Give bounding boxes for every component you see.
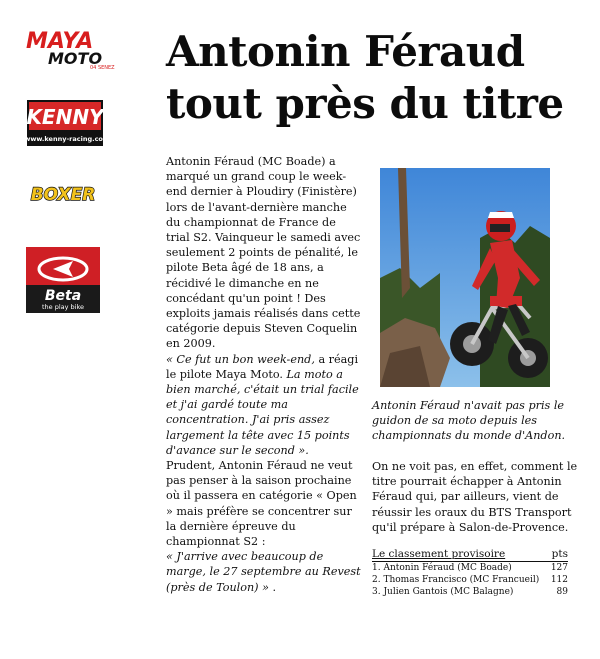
maya-logo-sub: 04 SENEZ: [90, 65, 115, 71]
kenny-logo-url: www.kenny-racing.com: [24, 135, 110, 143]
standings-row-name: 1. Antonin Féraud (MC Boade): [372, 563, 512, 573]
standings-row-pts: 127: [550, 563, 568, 573]
quote-part-1: « Ce fut un bon week-end,: [166, 352, 315, 366]
standings-row: [372, 586, 568, 598]
boxer-logo: [27, 180, 99, 208]
standings-title: Le classement provisoire: [372, 548, 506, 560]
standings-row: [372, 574, 568, 586]
maya-logo-line2: MOTO: [48, 49, 103, 68]
standings-table: [372, 547, 568, 598]
boxer-logo-name: BOXER: [30, 185, 96, 205]
headline-line-2: tout près du titre: [166, 79, 564, 128]
article-paragraph-3: Prudent, Antonin Féraud ne veut pas penser à la saison prochaine où il passera en catégorie « Open » mais préfère se concentrer sur la dernière épreuve du championnat S2 :: [166, 459, 357, 549]
article-quote-paragraph: [166, 352, 362, 458]
final-quote-text: « J'arrive avec beaucoup de marge, le 27 septembre au Revest (près de Toulon) »: [166, 550, 361, 594]
beta-logo-tagline: the play bike: [41, 303, 85, 311]
article-paragraph-1: Antonin Féraud (MC Boade) a marqué un grand coup le week-end dernier à Ploudiry (Finistère) lors de l'avant-dernière manche du championnat de France de trial S2. Vainqueur le samedi avec seulement 2 points de pénalité, le pilote Beta âgé de 18 ans, a récidivé le dimanche en ne concédant qu'un point ! Des exploits jamais réalisés dans cette catégorie depuis Steven Coquelin en 2009.: [166, 155, 361, 351]
maya-logo-line1: MAYA: [26, 29, 94, 54]
article-photo: [380, 168, 550, 387]
maya-moto-logo: [24, 28, 118, 70]
photo-caption: Antonin Féraud n'avait pas pris le guidon de sa moto depuis les championnats du monde d'Andon.: [372, 399, 566, 443]
standings-row-name: 2. Thomas Francisco (MC Francueil): [372, 575, 540, 585]
final-quote-end: .: [268, 580, 277, 594]
standings-row-name: 3. Julien Gantois (MC Balagne): [372, 587, 514, 597]
beta-logo: [26, 247, 100, 313]
article-paragraph-right: On ne voit pas, en effet, comment le titre pourrait échapper à Antonin Féraud qui, par ailleurs, vient de réussir les oraux du BTS Transport qu'il prépare à Salon-de-Provence.: [372, 460, 578, 534]
standings-row-pts: 89: [556, 587, 568, 597]
quote-part-2: La moto a bien marché, c'était un trial facile et j'ai gardé toute ma concentration. J'ai pris assez largement la tête avec 15 points d'avance sur le second ».: [166, 367, 359, 457]
standings-row: [372, 562, 568, 574]
headline-line-1: Antonin Féraud: [166, 27, 525, 76]
article-final-quote: [166, 549, 362, 595]
article-body-left: [166, 154, 362, 595]
beta-logo-name: Beta: [44, 288, 82, 304]
standings-row-pts: 112: [550, 575, 568, 585]
article-headline: [166, 26, 586, 130]
kenny-logo-name: KENNY: [26, 105, 104, 129]
kenny-racing-logo: [24, 100, 110, 146]
standings-unit: pts: [551, 548, 568, 560]
quote-attribution: a réagi le pilote Maya Moto.: [166, 352, 359, 381]
standings-header: [372, 547, 568, 562]
